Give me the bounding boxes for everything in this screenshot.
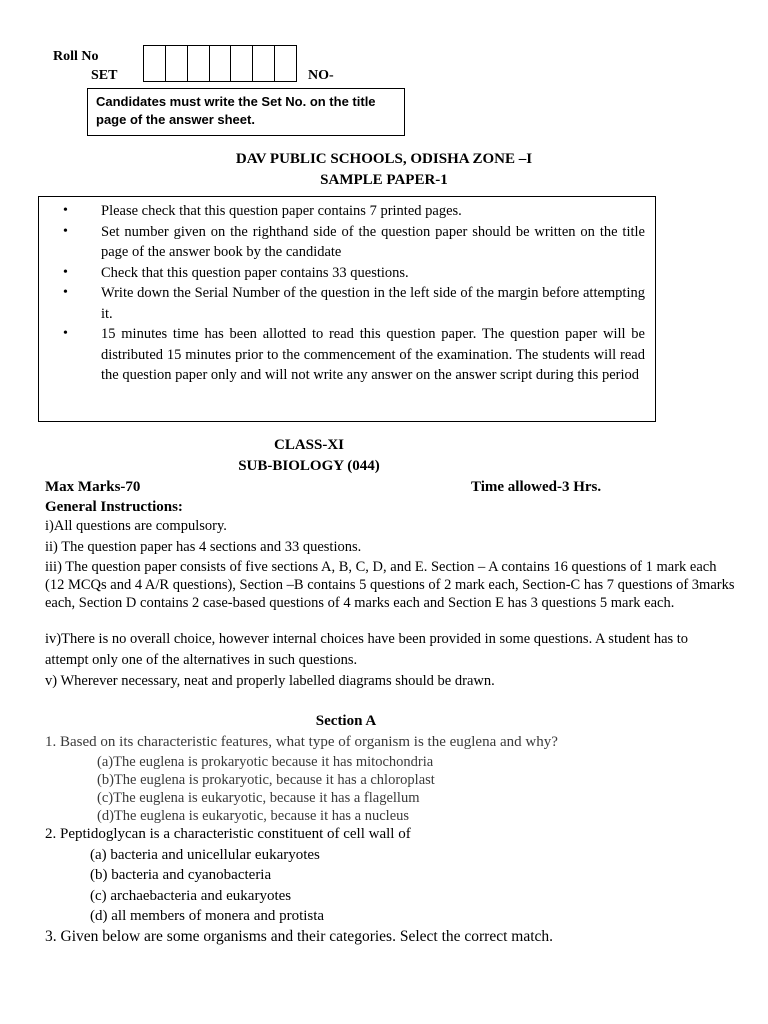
set-label: SET bbox=[91, 68, 118, 83]
max-marks: Max Marks-70 bbox=[45, 479, 141, 495]
general-instruction: i)All questions are compulsory. bbox=[45, 518, 227, 534]
bullet-icon: • bbox=[63, 264, 68, 280]
instructions-list bbox=[39, 201, 655, 386]
general-instruction: ii) The question paper has 4 sections and 33 questions. bbox=[45, 539, 362, 555]
q1-option-b: (b)The euglena is prokaryotic, because it has a chloroplast bbox=[97, 772, 435, 788]
paper-title: SAMPLE PAPER-1 bbox=[320, 172, 448, 188]
question-1: 1. Based on its characteristic features, what type of organism is the euglena and why? bbox=[45, 734, 558, 750]
bullet-icon: • bbox=[63, 223, 68, 239]
bullet-icon: • bbox=[63, 285, 68, 300]
instruction-item: • 15 minutes time has been allotted to read this question paper. The question paper will be distributed 15 minutes prior to the commencement of the examination. The students will read the question paper only and will not write any answer on the answer script during this period bbox=[63, 326, 645, 383]
q1-option-a: (a)The euglena is prokaryotic because it has mitochondria bbox=[97, 754, 434, 770]
set-number-note: Candidates must write the Set No. on the title page of the answer sheet. bbox=[87, 88, 405, 136]
q2-option-d: (d) all members of monera and protista bbox=[90, 908, 325, 924]
roll-cell bbox=[210, 46, 232, 81]
q1-option-d: (d)The euglena is eukaryotic, because it has a nucleus bbox=[97, 808, 410, 824]
class-label: CLASS-XI bbox=[273, 437, 345, 453]
general-instruction: iv)There is no overall choice, however internal choices have been provided in some questions. A student has to attempt only one of the alternatives in such questions. bbox=[45, 631, 689, 668]
general-instruction: iii) The question paper consists of five sections A, B, C, D, and E. Section – A contains 16 questions of 1 mark each (12 MCQs and 4 A/R questions), Section –B contains 5 questions of 2 mark each, Section-C has 7 questions of 3marks each, Section D contains 2 case-based questions of 4 marks each and Section E has 3 questions 5 mark each. bbox=[45, 559, 735, 611]
roll-number-boxes bbox=[143, 45, 297, 82]
school-title: DAV PUBLIC SCHOOLS, ODISHA ZONE –I bbox=[235, 151, 533, 167]
instruction-item: • Set number given on the righthand side of the question paper should be written on the title page of the answer book by the candidate bbox=[63, 223, 645, 260]
q2-option-b: (b) bacteria and cyanobacteria bbox=[90, 867, 272, 883]
instruction-item: • Check that this question paper contains 33 questions. bbox=[39, 263, 655, 284]
bullet-icon: • bbox=[63, 203, 68, 218]
q1-option-c: (c)The euglena is eukaryotic, because it has a flagellum bbox=[97, 790, 420, 806]
section-a-heading: Section A bbox=[315, 713, 377, 729]
roll-cell bbox=[275, 46, 296, 81]
roll-no-label: Roll No bbox=[53, 49, 99, 64]
instruction-item: • Please check that this question paper contains 7 printed pages. bbox=[39, 201, 655, 222]
roll-cell bbox=[144, 46, 166, 81]
roll-cell bbox=[188, 46, 210, 81]
instruction-item: • Write down the Serial Number of the question in the left side of the margin before attempting it. bbox=[63, 285, 645, 322]
roll-cell bbox=[166, 46, 188, 81]
q2-option-c: (c) archaebacteria and eukaryotes bbox=[90, 888, 292, 904]
set-no-label: NO- bbox=[308, 68, 334, 83]
time-allowed: Time allowed-3 Hrs. bbox=[471, 479, 602, 495]
q2-option-a: (a) bacteria and unicellular eukaryotes bbox=[90, 847, 320, 863]
question-3: 3. Given below are some organisms and their categories. Select the correct match. bbox=[45, 928, 554, 945]
subject-label: SUB-BIOLOGY (044) bbox=[238, 458, 380, 474]
instructions-box bbox=[38, 196, 656, 422]
bullet-icon: • bbox=[63, 326, 68, 341]
general-instructions-heading: General Instructions: bbox=[45, 499, 183, 515]
general-instruction: v) Wherever necessary, neat and properly labelled diagrams should be drawn. bbox=[45, 673, 495, 689]
roll-cell bbox=[253, 46, 275, 81]
roll-cell bbox=[231, 46, 253, 81]
question-2: 2. Peptidoglycan is a characteristic constituent of cell wall of bbox=[45, 826, 411, 842]
